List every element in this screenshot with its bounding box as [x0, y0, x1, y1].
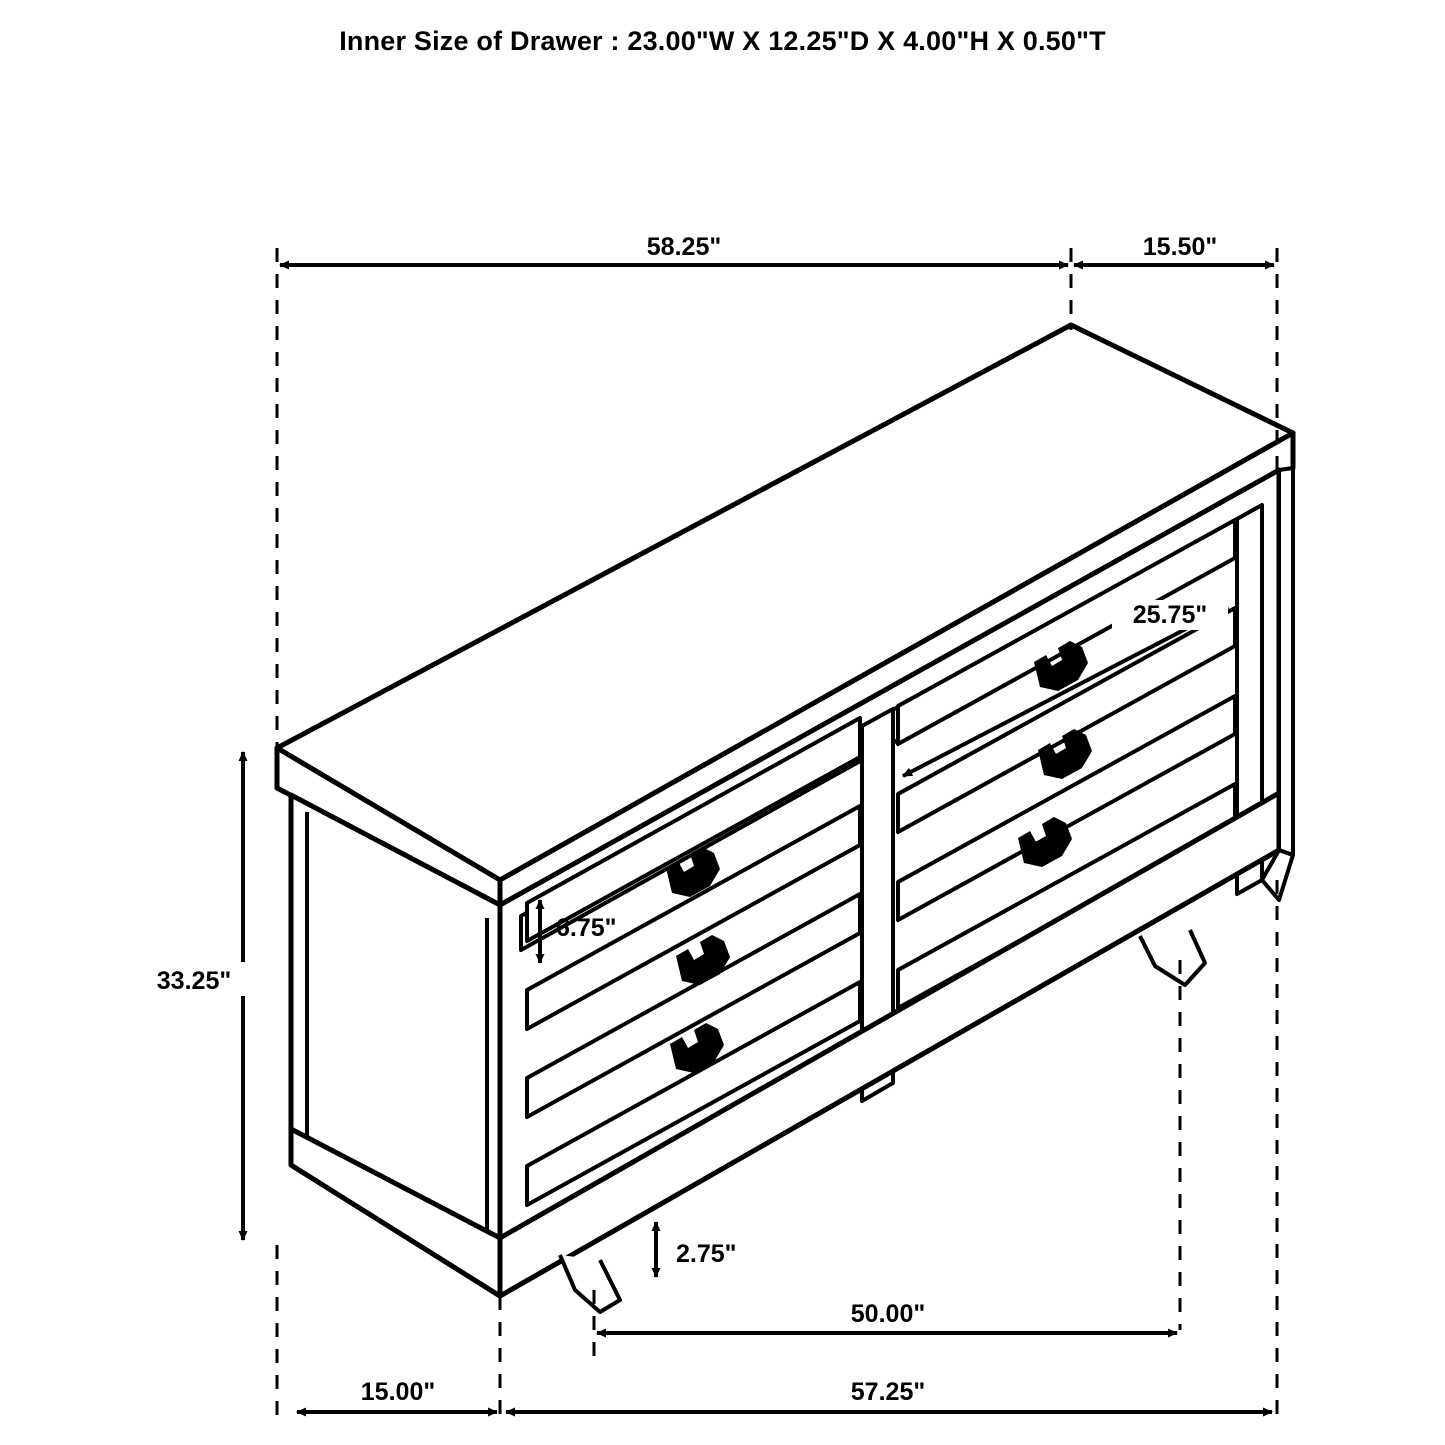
dimension-58-25: [280, 228, 1068, 265]
dimension-label-15-50: 15.50": [1142, 233, 1218, 261]
dimension-label-15-00: 15.00": [360, 1378, 436, 1406]
dimension-label-33-25: 33.25": [156, 967, 232, 995]
dimension-2-75: [656, 1222, 737, 1277]
dimension-label-58-25: 58.25": [646, 233, 722, 261]
dimension-15-50: [1074, 228, 1274, 265]
page-title: Inner Size of Drawer : 23.00"W X 12.25"D X 4.00"H X 0.50"T: [339, 26, 1106, 56]
dimension-label-2-75: 2.75": [676, 1240, 737, 1268]
dimension-50-00: [597, 1294, 1177, 1333]
dresser-illustration: [277, 325, 1293, 1312]
dimension-label-6-75: 6.75": [556, 914, 617, 942]
dimension-label-57-25: 57.25": [850, 1378, 926, 1406]
dimension-label-50-00: 50.00": [850, 1300, 926, 1328]
dimension-33-25: [142, 752, 284, 1240]
dimension-15-00: [297, 1373, 497, 1412]
dimension-label-25-75: 25.75": [1132, 601, 1208, 629]
dimension-57-25: [506, 1373, 1272, 1412]
right-side-return: [1279, 468, 1293, 855]
